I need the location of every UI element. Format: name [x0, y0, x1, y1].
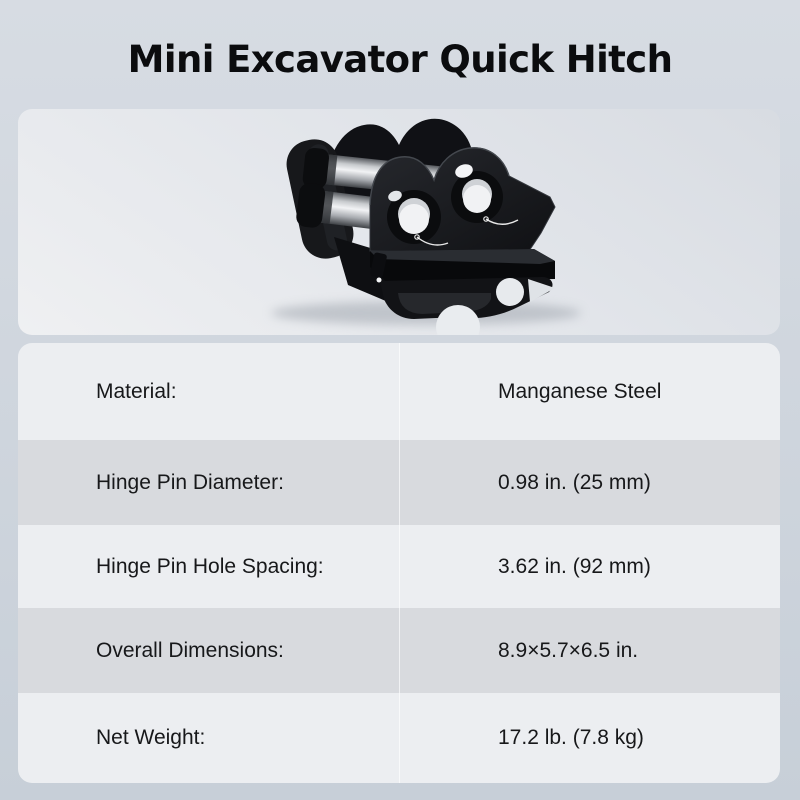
page-title: Mini Excavator Quick Hitch	[127, 38, 673, 81]
table-row-hinge-pin-hole-spacing	[18, 525, 780, 608]
spec-value: 3.62 in. (92 mm)	[399, 525, 780, 608]
quick-hitch-product-photo	[18, 109, 780, 335]
spec-label: Hinge Pin Hole Spacing:	[96, 554, 324, 578]
table-row-overall-dimensions	[18, 608, 780, 693]
spec-value: 8.9×5.7×6.5 in.	[399, 608, 780, 693]
spec-table	[18, 343, 780, 783]
spec-value: 0.98 in. (25 mm)	[399, 440, 780, 525]
spec-label: Net Weight:	[96, 726, 206, 749]
spec-value: 17.2 lb. (7.8 kg)	[399, 693, 780, 783]
spec-value: Manganese Steel	[399, 343, 780, 440]
table-row-hinge-pin-diameter	[18, 440, 780, 525]
product-image-card	[18, 109, 780, 335]
table-row-material	[18, 343, 780, 440]
spec-label: Material:	[96, 379, 177, 403]
pin-hole-right	[451, 171, 503, 223]
spec-label: Hinge Pin Diameter:	[96, 470, 284, 494]
table-row-net-weight	[18, 693, 780, 783]
jaw-cutout	[496, 278, 524, 306]
spec-label: Overall Dimensions:	[96, 638, 284, 662]
